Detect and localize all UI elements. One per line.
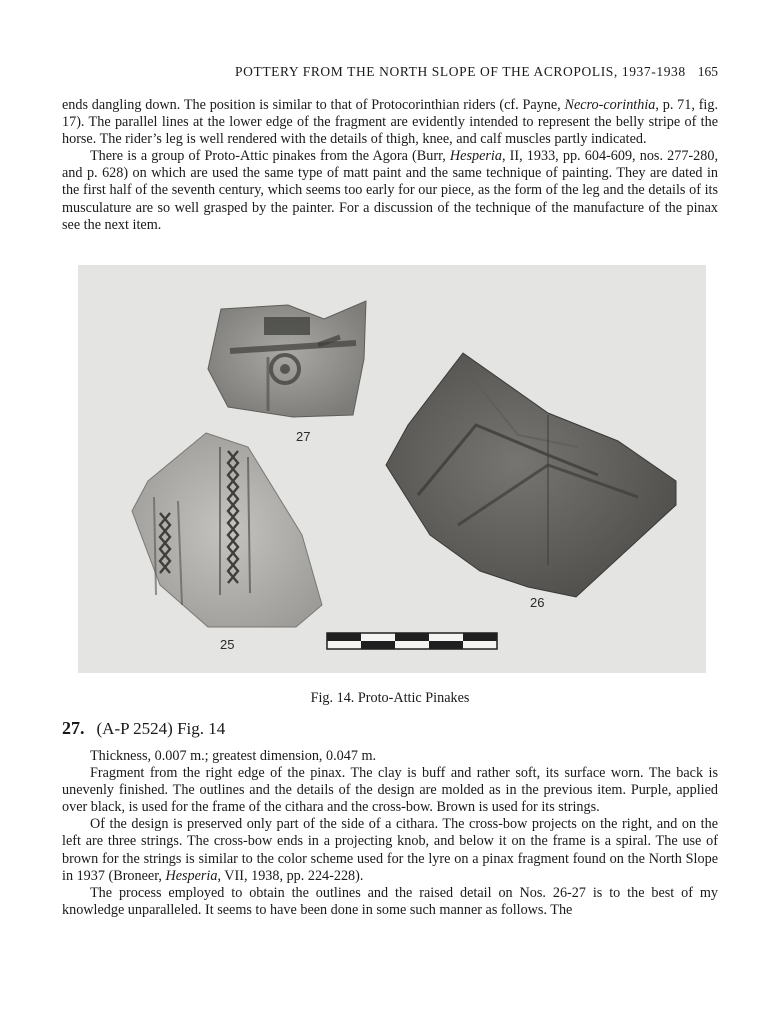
- citation-title: Hesperia: [165, 867, 218, 884]
- scale-bar: [327, 633, 497, 649]
- paragraph-agora-pinakes: [62, 148, 718, 233]
- text-run: , II, 1933, pp. 604-609, nos. 277-280, and p. 628) on which are used the same type of matt paint and the same technique of painting. They are dated in the first half of the seventh century, which seems too early for our piece, as the form of the leg and the details of its musculature are so well grasped by the painter. For a discussion of the technique of the manufacture of the pinax see the next item.: [62, 148, 718, 233]
- fragment-25: [132, 433, 322, 627]
- paragraph-rider: [62, 97, 718, 148]
- fragment-26: [386, 353, 676, 597]
- citation-title: Necro-corinthia: [564, 97, 656, 113]
- text-run: There is a group of Proto-Attic pinakes from the Agora (Burr,: [90, 148, 450, 165]
- top-text-block: [62, 97, 718, 234]
- label-26: 26: [530, 595, 545, 610]
- entry-description: Fragment from the right edge of the pinax. The clay is buff and rather soft, its surface worn. The back is unevenly finished. The outlines and the details of the design are molded as in the previous item. Purple, applied over black, is used for the frame of the cithara and the cross-bow. Brown is used for its strings.: [62, 765, 718, 816]
- text-run: , p. 71, fig. 17). The parallel lines at the lower edge of the fragment are evidently intended to represent the belly stripe of the horse. The rider’s leg is well rendered with the details of thigh, knee, and calf muscles partly indicated.: [62, 97, 718, 148]
- fragment-27: [208, 301, 366, 417]
- entry-process: The process employed to obtain the outlines and the raised detail on Nos. 26-27 is to the best of my knowledge unparalleled. It seems to have been done in some such manner as follows. The: [62, 884, 718, 918]
- entry-heading: [62, 718, 718, 739]
- text-run: ends dangling down. The position is similar to that of Protocorinthian riders (cf. Payne,: [62, 97, 565, 113]
- label-27: 27: [296, 429, 311, 444]
- label-25: 25: [220, 637, 235, 652]
- citation-title: Hesperia: [449, 148, 502, 165]
- entry-number: 27.: [62, 718, 85, 738]
- figure-photo: [78, 265, 706, 673]
- entry-text-block: [62, 748, 718, 919]
- running-title: POTTERY FROM THE NORTH SLOPE OF THE ACROPOLIS, 1937-1938: [235, 64, 686, 79]
- figure-caption: Fig. 14. Proto-Attic Pinakes: [310, 690, 470, 706]
- entry-reference: (A-P 2524) Fig. 14: [96, 719, 226, 738]
- entry-dimensions: Thickness, 0.007 m.; greatest dimension, 0.047 m.: [90, 748, 377, 764]
- page-number: 165: [697, 64, 718, 79]
- entry-design: [62, 816, 718, 884]
- running-head: [62, 64, 718, 80]
- text-run: Of the design is preserved only part of the side of a cithara. The cross-bow projects on the right, and on the left are three strings. The cross-bow ends in a projecting knob, and below it on the frame is a spiral. The use of brown for the strings is similar to the color scheme used for the lyre on a pinax fragment found on the North Slope in 1937 (Broneer,: [62, 816, 718, 884]
- text-run: , VII, 1938, pp. 224-228).: [217, 867, 364, 884]
